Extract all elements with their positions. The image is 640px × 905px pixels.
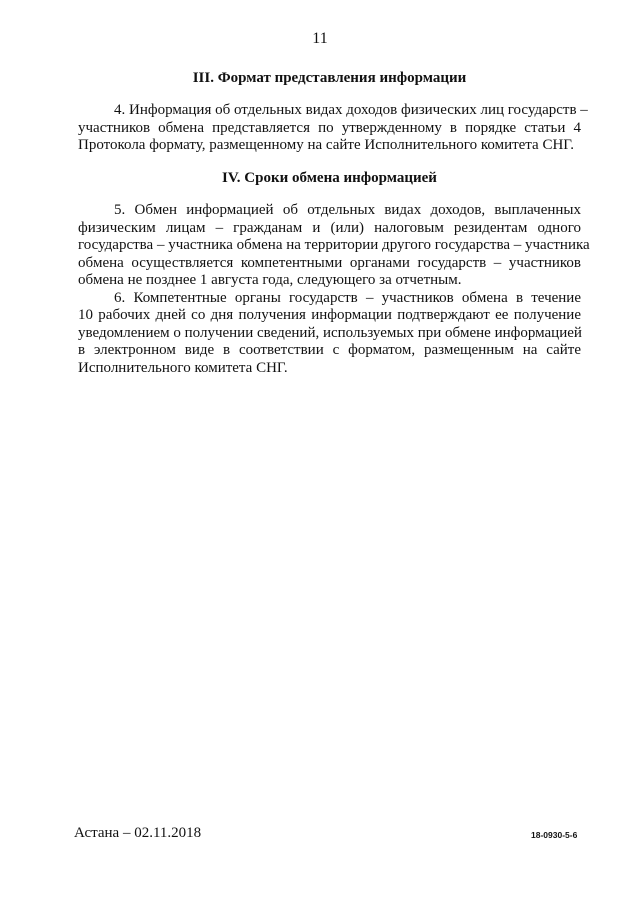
text-line: физическим лицам – гражданам и (или) налоговым резидентам одного: [78, 219, 581, 236]
paragraph-4: [78, 102, 588, 155]
text-line: государства – участника обмена на территории другого государства – участника: [78, 237, 590, 253]
paragraph-6: [78, 290, 581, 378]
text-line: 10 рабочих дней со дня получения информации подтверждают ее получение: [78, 307, 581, 323]
text-line: 6. Компетентные органы государств – участников обмена в течение: [114, 289, 581, 306]
section-format: [78, 68, 588, 155]
paragraph-5: [78, 202, 590, 290]
text-line: 4. Информация об отдельных видах доходов физических лиц государств –: [114, 102, 588, 118]
text-line: участников обмена представляется по утвержденному в порядке статьи 4: [78, 119, 581, 136]
footer-place-date: Астана – 02.11.2018: [74, 825, 202, 841]
footer-document-code: 18-0930-5-6: [531, 830, 578, 840]
text-line: 5. Обмен информацией об отдельных видах доходов, выплаченных: [114, 202, 581, 218]
text-line: в электронном виде в соответствии с форматом, размещенным на сайте: [78, 342, 581, 358]
text-line: уведомлением о получении сведений, используемых при обмене информацией: [78, 324, 582, 341]
section-heading: III. Формат представления информации: [192, 70, 467, 86]
section-heading: IV. Сроки обмена информацией: [222, 170, 437, 186]
page-number: 11: [312, 30, 328, 47]
text-line: обмена осуществляется компетентными органами государств – участников: [78, 254, 581, 271]
section-timing: [78, 168, 590, 377]
text-line: Протокола формату, размещенному на сайте Исполнительного комитета СНГ.: [78, 137, 575, 153]
text-line: обмена не позднее 1 августа года, следующего за отчетным.: [78, 272, 462, 288]
text-line: Исполнительного комитета СНГ.: [78, 359, 288, 376]
